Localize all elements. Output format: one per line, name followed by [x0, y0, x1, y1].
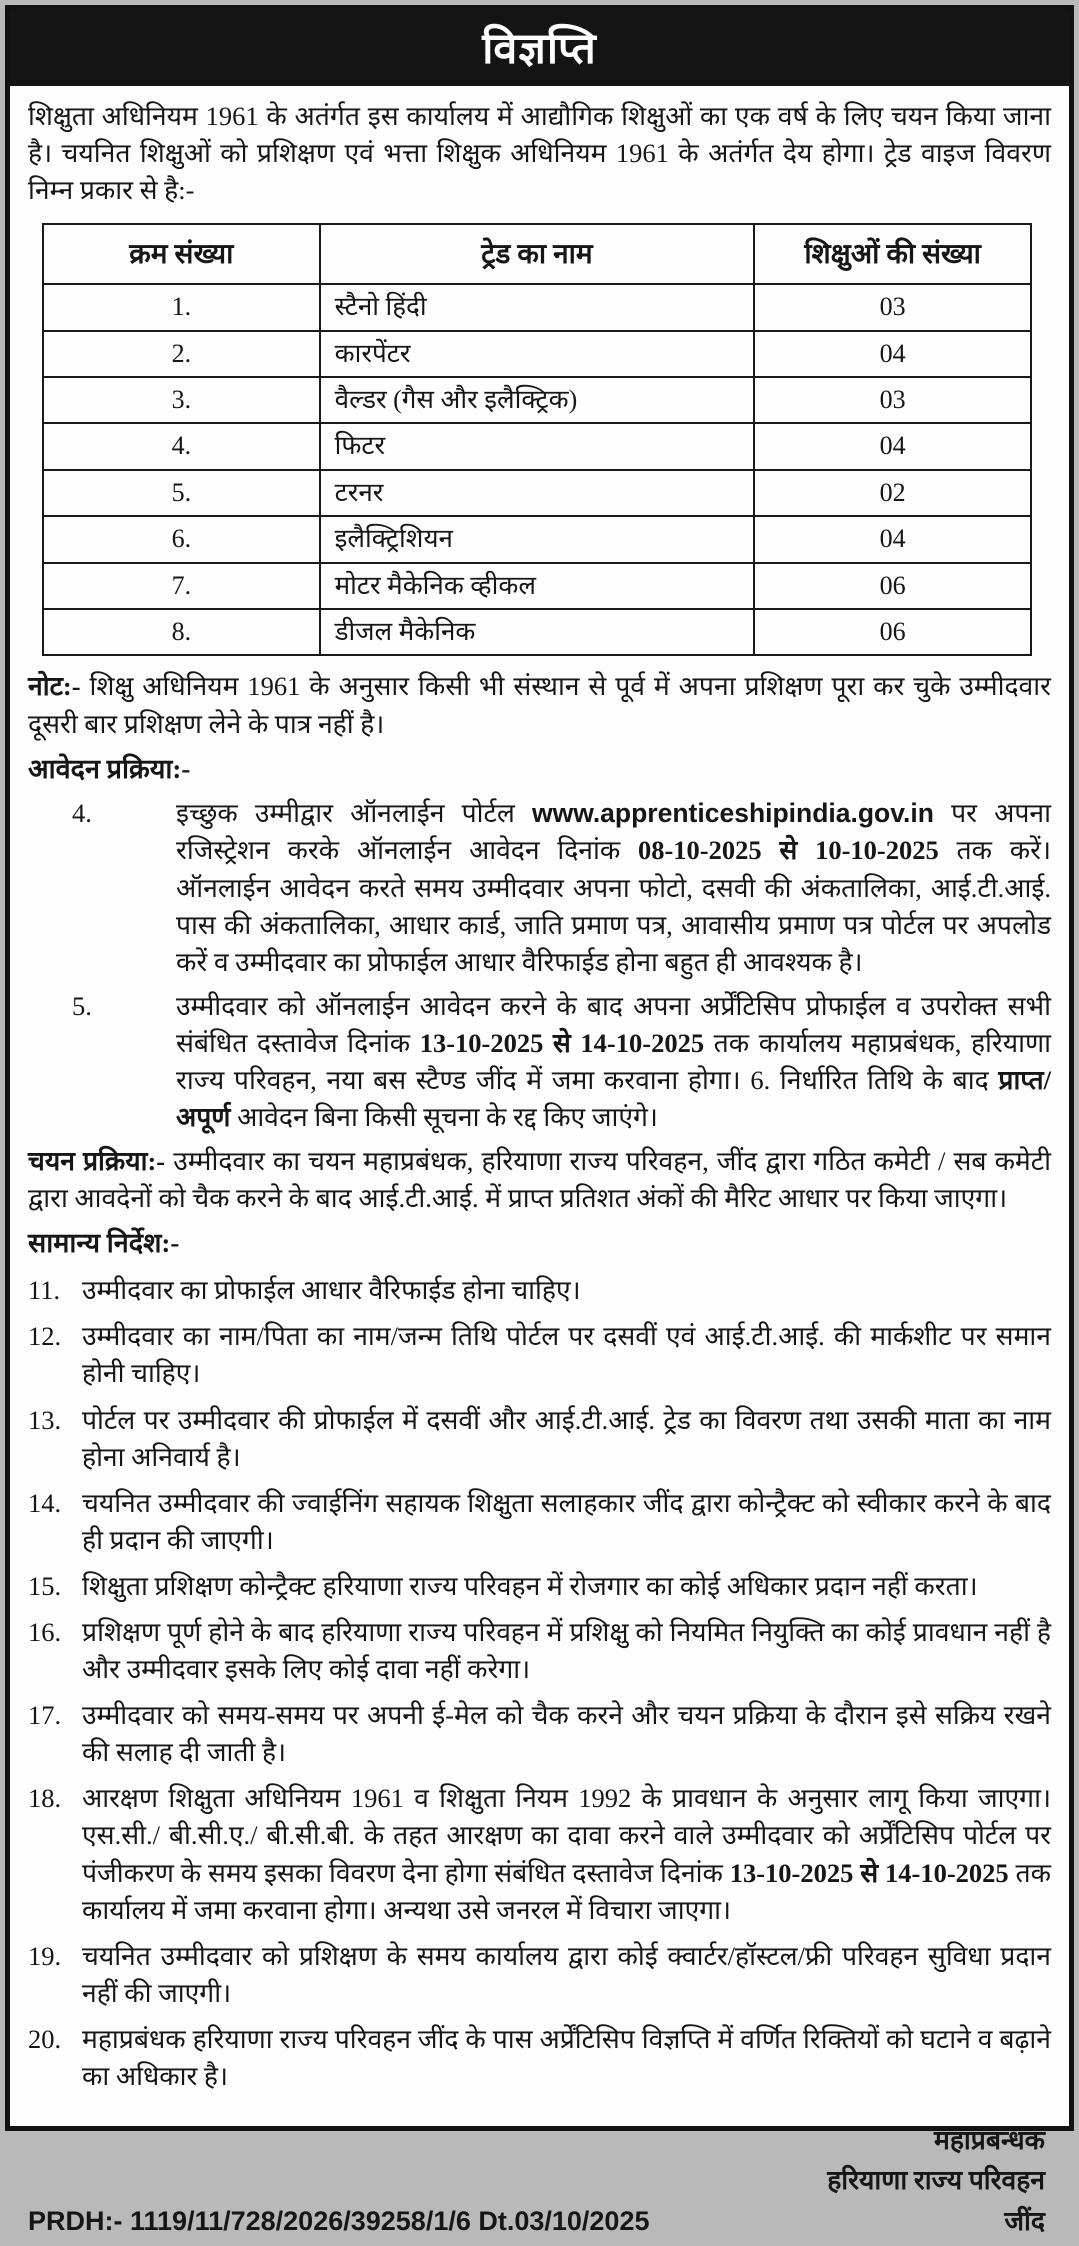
count-cell: 04: [754, 331, 1031, 377]
item-text: [82, 1614, 1051, 1688]
text-segment: प्रशिक्षण पूर्ण होने के बाद हरियाणा राज्य परिवहन में प्रशिक्षु को नियमित नियुक्ति का कोई प्रावधान नहीं है और उम्मीदवार इसके लिए कोई दावा नहीं करेगा।: [82, 1616, 1051, 1685]
item-text: [176, 795, 1051, 980]
count-cell: 06: [754, 563, 1031, 609]
reference-number: PRDH:- 1119/11/728/2026/39258/1/6 Dt.03/10/2025: [28, 2205, 650, 2236]
text-segment: इच्छुक उम्मीद्वार ऑनलाईन पोर्टल: [176, 798, 532, 829]
text-segment: 08-10-2025 से 10-10-2025: [637, 835, 939, 866]
serial-cell: 5.: [43, 470, 320, 516]
application-process-heading: आवेदन प्रक्रिया:-: [28, 753, 191, 784]
text-segment: शिक्षु अधिनियम 1961 के अनुसार किसी भी संस्थान से पूर्व में अपना प्रशिक्षण पूरा कर चुके उम्मीदवार दूसरी बार प्रशिक्षण लेने के पात्र नहीं है।: [28, 671, 1051, 739]
general-item-11: [28, 1272, 1051, 1309]
item-number: 5.: [72, 990, 92, 1021]
table-row: [43, 377, 1031, 423]
application-item-4: [28, 795, 1051, 980]
table-header-row: [43, 224, 1031, 284]
col-header-count: शिक्षुओं की संख्या: [754, 224, 1031, 284]
notification-body: [10, 86, 1069, 2246]
general-item-15: [28, 1568, 1051, 1605]
serial-cell: 6.: [43, 516, 320, 562]
item-text: [82, 1402, 1051, 1476]
table-row: [43, 609, 1031, 655]
text-segment: 13-10-2025 से 14-10-2025: [419, 1027, 705, 1058]
col-header-trade: ट्रेड का नाम: [320, 224, 755, 284]
text-segment: चयनित उम्मीदवार की ज्वाईनिंग सहायक शिक्षुता सलाहकार जींद द्वारा कोन्ट्रैक्ट को स्वीकार करने के बाद ही प्रदान की जाएगी।: [82, 1487, 1051, 1555]
trade-cell: मोटर मैकेनिक व्हीकल: [320, 563, 755, 609]
trades-table-body: [43, 284, 1031, 655]
general-item-12: [28, 1318, 1051, 1392]
item-text: [82, 1697, 1051, 1771]
trade-cell: वैल्डर (गैस और इलैक्ट्रिक): [320, 377, 755, 423]
portal-url: www.apprenticeshipindia.gov.in: [531, 798, 934, 829]
text-segment: तक कार्यालय महाप्रबंधक, हरियाणा राज्य परिवहन, नया बस स्टैण्ड जींद में जमा करवाना होगा। 6. निर्धारित तिथि के बाद: [176, 1027, 1051, 1096]
item-number: 13.: [28, 1404, 62, 1435]
general-item-13: [28, 1402, 1051, 1476]
item-number: 14.: [28, 1487, 62, 1518]
text-segment: चयनित उम्मीदवार को प्रशिक्षण के समय कार्यालय द्वारा कोई क्वार्टर/हॉस्टल/फ्री परिवहन सुविधा प्रदान नहीं की जाएगी।: [82, 1940, 1051, 2008]
application-item-5: [28, 988, 1051, 1136]
serial-cell: 2.: [43, 331, 320, 377]
general-item-17: [28, 1697, 1051, 1771]
text-segment: नोट:-: [28, 671, 90, 702]
table-row: [43, 516, 1031, 562]
general-item-16: [28, 1614, 1051, 1688]
text-segment: प्राप्त/अपूर्ण: [176, 1065, 1051, 1133]
trade-cell: डीजल मैकेनिक: [320, 609, 755, 655]
item-text: [82, 1780, 1051, 1928]
serial-cell: 1.: [43, 284, 320, 330]
item-text: [82, 1938, 1051, 2012]
count-cell: 03: [754, 284, 1031, 330]
signatory-place: जींद: [1004, 2206, 1045, 2237]
selection-process-paragraph: [28, 1143, 1051, 1217]
signatory-designation: महाप्रबन्धक: [934, 2125, 1045, 2156]
text-segment: उम्मीदवार का नाम/पिता का नाम/जन्म तिथि पोर्टल पर दसवीं एवं आई.टी.आई. की मार्कशीट पर समान होनी चाहिए।: [82, 1321, 1051, 1389]
general-item-19: [28, 1938, 1051, 2012]
serial-cell: 7.: [43, 563, 320, 609]
notification-sheet: [5, 5, 1074, 2237]
item-number: 11.: [28, 1275, 61, 1306]
page-title: विज्ञप्ति: [10, 10, 1069, 86]
item-text: [176, 988, 1051, 1136]
item-text: [82, 1485, 1051, 1559]
trade-cell: स्टैनो हिंदी: [320, 284, 755, 330]
item-number: 4.: [72, 798, 92, 829]
general-item-18: [28, 1780, 1051, 1928]
table-row: [43, 470, 1031, 516]
text-segment: 13-10-2025 से 14-10-2025: [729, 1857, 1009, 1888]
intro-paragraph: शिक्षुता अधिनियम 1961 के अतंर्गत इस कार्यालय में आद्यौगिक शिक्षुओं का एक वर्ष के लिए चयन किया जाना है। चयनित शिक्षुओं को प्रशिक्षण एवं भत्ता शिक्षुक अधिनियम 1961 के अतंर्गत देय होगा। ट्रेड वाइज विवरण निम्न प्रकार से है:-: [28, 101, 1051, 206]
trade-cell: टरनर: [320, 470, 755, 516]
signature-block: [28, 2121, 1051, 2201]
general-instructions-heading: सामान्य निर्देश:-: [28, 1228, 180, 1259]
trades-table: [42, 223, 1032, 656]
item-text: [82, 1272, 1051, 1309]
general-item-20: [28, 2021, 1051, 2095]
count-cell: 04: [754, 423, 1031, 469]
item-number: 12.: [28, 1321, 62, 1352]
text-segment: तक करें। ऑनलाईन आवेदन करते समय उम्मीदवार अपना फोटो, दसवी की अंकतालिका, आई.टी.आई. पास की अंकतालिका, आधार कार्ड, जाति प्रमाण पत्र, आवासीय प्रमाण पत्र पोर्टल पर अपलोड करें व उम्मीदवार का प्रोफाईल आधार वैरिफाईड होना बहुत ही आवश्यक है।: [176, 835, 1051, 977]
item-text: [82, 2021, 1051, 2095]
text-segment: आवेदन बिना किसी सूचना के रद्द किए जाएंगे।: [230, 1102, 658, 1133]
item-number: 16.: [28, 1616, 62, 1647]
count-cell: 04: [754, 516, 1031, 562]
text-segment: पर अपना रजिस्ट्रेशन करके ऑनलाईन आवेदन दिनांक: [176, 798, 1051, 866]
text-segment: शिक्षुता प्रशिक्षण कोन्ट्रैक्ट हरियाणा राज्य परिवहन में रोजगार का कोई अधिकार प्रदान नहीं करता।: [82, 1570, 978, 1601]
item-number: 18.: [28, 1783, 62, 1814]
col-header-serial: क्रम संख्या: [43, 224, 320, 284]
text-segment: उम्मीदवार का प्रोफाईल आधार वैरिफाईड होना चाहिए।: [82, 1275, 581, 1306]
item-number: 19.: [28, 1940, 62, 1971]
text-segment: महाप्रबंधक हरियाणा राज्य परिवहन जींद के पास अर्प्रेंटिसिप विज्ञप्ति में वर्णित रिक्तियों को घटाने व बढ़ाने का अधिकार है।: [82, 2023, 1051, 2091]
count-cell: 06: [754, 609, 1031, 655]
text-segment: उम्मीदवार को समय-समय पर अपनी ई-मेल को चैक करने और चयन प्रक्रिया के दौरान इसे सक्रिय रखने की सलाह दी जाती है।: [82, 1700, 1051, 1768]
serial-cell: 3.: [43, 377, 320, 423]
signatory-organization: हरियाणा राज्य परिवहन: [827, 2164, 1045, 2195]
item-number: 15.: [28, 1570, 62, 1601]
trade-cell: कारपेंटर: [320, 331, 755, 377]
text-segment: उम्मीदवार का चयन महाप्रबंधक, हरियाणा राज्य परिवहन, जींद द्वारा गठित कमेटी / सब कमेटी द्वारा आवदेनों को चैक करने के बाद आई.टी.आई. में प्राप्त प्रतिशत अंकों की मैरिट आधार पर किया जाएगा।: [28, 1146, 1051, 1214]
note-paragraph: [28, 668, 1051, 742]
item-number: 20.: [28, 2023, 62, 2054]
text-segment: तक कार्यालय में जमा करवाना होगा। अन्यथा उसे जनरल में विचारा जाएगा।: [82, 1857, 1051, 1925]
text-segment: पोर्टल पर उम्मीदवार की प्रोफाईल में दसवीं और आई.टी.आई. ट्रेड का विवरण तथा उसकी माता का नाम होना अनिवार्य है।: [82, 1404, 1051, 1472]
count-cell: 03: [754, 377, 1031, 423]
count-cell: 02: [754, 470, 1031, 516]
table-row: [43, 284, 1031, 330]
footer-row: [28, 2203, 1051, 2246]
text-segment: आरक्षण शिक्षुता अधिनियम 1961 व शिक्षुता नियम 1992 के प्रावधान के अनुसार लागू किया जाएगा। एस.सी./ बी.सी.ए./ बी.सी.बी. के तहत आरक्षण का दावा करने वाले उम्मीदवार को अर्प्रेंटिसिप पोर्टल पर पंजीकरण के समय इसका विवरण देना होगा संबंधित दस्तावेज दिनांक: [82, 1783, 1051, 1888]
table-row: [43, 423, 1031, 469]
table-row: [43, 563, 1031, 609]
table-row: [43, 331, 1031, 377]
trade-cell: फिटर: [320, 423, 755, 469]
text-segment: उम्मीदवार को ऑनलाईन आवेदन करने के बाद अपना अर्प्रेंटिसिप प्रोफाईल व उपरोक्त सभी संबंधित दस्तावेज दिनांक: [176, 990, 1051, 1058]
item-text: [82, 1318, 1051, 1392]
item-text: [82, 1568, 1051, 1605]
serial-cell: 8.: [43, 609, 320, 655]
item-number: 17.: [28, 1700, 62, 1731]
general-item-14: [28, 1485, 1051, 1559]
text-segment: चयन प्रक्रिया:-: [28, 1146, 174, 1177]
trade-cell: इलैक्ट्रिशियन: [320, 516, 755, 562]
serial-cell: 4.: [43, 423, 320, 469]
